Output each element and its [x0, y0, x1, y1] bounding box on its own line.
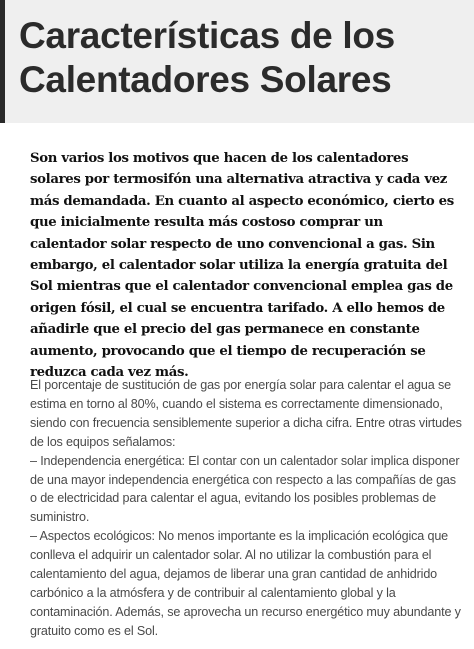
body-intro-paragraph: El porcentaje de sustitución de gas por energía solar para calentar el agua se estima en torno al 80%, cuando el sistema es correctamente dimensionado, siendo con frecuencia sensiblemente superior a dicha cifra. Entre otras virtudes de los equipos señalamos: [30, 378, 462, 449]
bullet-ecologicos: – Aspectos ecológicos: No menos importante es la implicación ecológica que conlleva el adquirir un calentador solar. Al no utilizar la combustión para el calentamiento del agua, dejamos de liberar una gran cantidad de anhidrido carbónico a la atmósfera y de contribuir al calentamiento global y la contaminación. Además, se aprovecha un recurso energético muy abundante y gratuito como es el Sol. [30, 529, 461, 638]
title-banner [0, 0, 474, 123]
bullet-independencia: – Independencia energética: El contar con un calentador solar implica disponer de una mayor independencia energética con respecto a las compañías de gas o de electricidad para calentar el agua, evitando los posibles problemas de suministro. [30, 453, 460, 525]
body-section [30, 376, 464, 641]
lead-paragraph: Son varios los motivos que hacen de los calentadores solares por termosifón una alternativa atractiva y cada vez más demandada. En cuanto al aspecto económico, cierto es que inicialmente resulta más costoso comprar un calentador solar respecto de uno convencional a gas. Sin embargo, el calentador solar utiliza la energía gratuita del Sol mientras que el calentador convencional emplea gas de origen fósil, el cual se encuentra tarifado. A ello hemos de añadirle que el precio del gas permanece en constante aumento, provocando que el tiempo de recuperación se reduzca cada vez más. [30, 151, 454, 381]
title-line-2: Calentadores Solares [19, 59, 392, 100]
title-line-1: Características de los [19, 15, 395, 56]
page-title [19, 14, 474, 102]
